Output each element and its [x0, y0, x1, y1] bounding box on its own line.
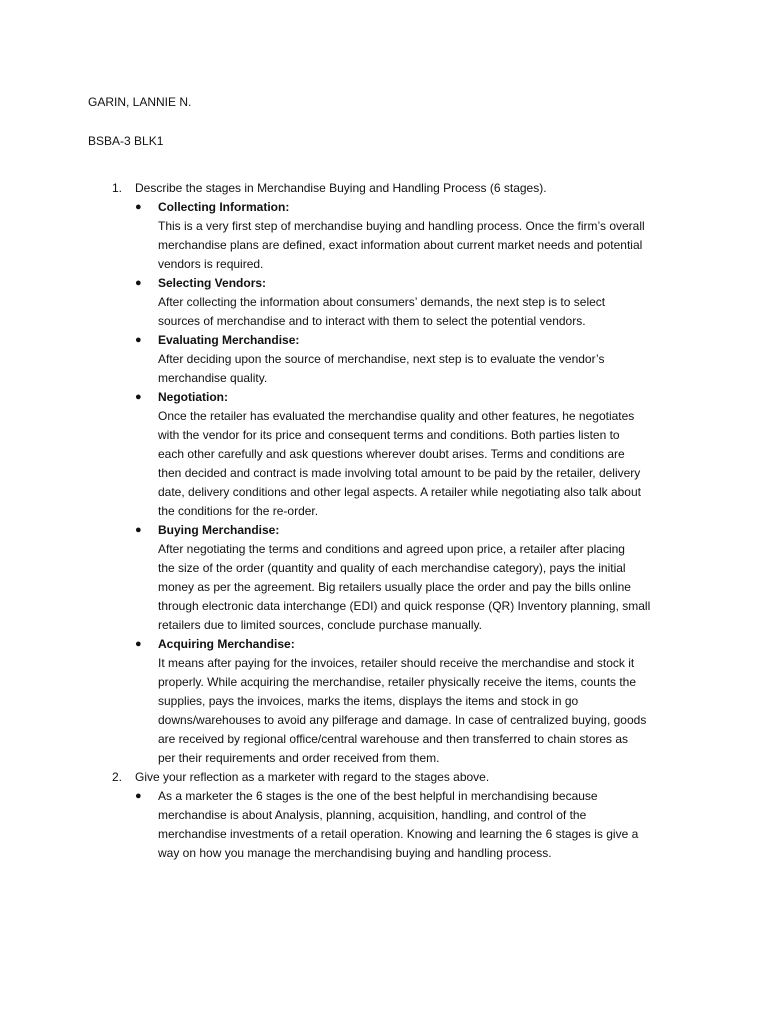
stage-description: Once the retailer has evaluated the merchandise quality and other features, he negotiates with the vendor for its price and consequent terms and conditions. Both parties listen to each other carefully and ask questions wherever doubt arises. Terms and conditions are then decided and contract is made involving total amount to be paid by the retailer, delivery date, delivery conditions and other legal aspects. A retailer while negotiating also talk about the conditions for the re-order.: [158, 409, 641, 518]
stage-list: [135, 198, 712, 768]
stage-description: It means after paying for the invoices, retailer should receive the merchandise and stock it properly. While acquiring the merchandise, retailer physically receive the items, counts the supplies, pays the invoices, marks the items, displays the items and stock in go downs/warehouses to avoid any pilferage and damage. In case of centralized buying, goods are received by regional office/central warehouse and then transferred to chain stores as per their requirements and order received from them.: [158, 656, 647, 765]
stage-title: Selecting Vendors:: [158, 276, 267, 290]
stage-item: [135, 521, 712, 635]
bullet-icon: ●: [135, 790, 142, 802]
question-number: 2.: [112, 770, 123, 784]
stage-item: [135, 388, 712, 521]
stage-title: Acquiring Merchandise:: [158, 637, 295, 651]
question-text: Give your reflection as a marketer with regard to the stages above.: [135, 770, 490, 784]
stage-item: [135, 635, 712, 768]
stage-title: Collecting Information:: [158, 200, 290, 214]
stage-title: Evaluating Merchandise:: [158, 333, 300, 347]
question-text: Describe the stages in Merchandise Buying and Handling Process (6 stages).: [135, 181, 547, 195]
student-section: BSBA-3 BLK1: [88, 134, 164, 148]
bullet-icon: ●: [135, 201, 142, 213]
question-list: [112, 179, 712, 863]
question-item: [112, 768, 712, 863]
question-number: 1.: [112, 181, 123, 195]
stage-title: Buying Merchandise:: [158, 523, 280, 537]
bullet-icon: ●: [135, 334, 142, 346]
question-item: [112, 179, 712, 768]
stage-title: Negotiation:: [158, 390, 228, 404]
stage-description: After collecting the information about consumers’ demands, the next step is to select sources of merchandise and to interact with them to select the potential vendors.: [158, 295, 606, 328]
student-name: GARIN, LANNIE N.: [88, 95, 192, 109]
stage-item: [135, 274, 712, 331]
stage-description: This is a very first step of merchandise buying and handling process. Once the firm’s overall merchandise plans are defined, exact information about current market needs and potential vendors is required.: [158, 219, 645, 271]
bullet-icon: ●: [135, 524, 142, 536]
bullet-icon: ●: [135, 638, 142, 650]
bullet-icon: ●: [135, 277, 142, 289]
stage-item: [135, 331, 712, 388]
reflection-list: [135, 787, 712, 863]
reflection-text: As a marketer the 6 stages is the one of the best helpful in merchandising because merchandise is about Analysis, planning, acquisition, handling, and control of the merchandise investments of a retail operation. Knowing and learning the 6 stages is give a way on how you manage the merchandising buying and handling process.: [158, 789, 639, 860]
stage-item: [135, 198, 712, 274]
stage-description: After negotiating the terms and conditions and agreed upon price, a retailer after placing the size of the order (quantity and quality of each merchandise category), pays the initial money as per the agreement. Big retailers usually place the order and pay the bills online through electronic data interchange (EDI) and quick response (QR) Inventory planning, small retailers due to limited sources, conclude purchase manually.: [158, 542, 651, 632]
stage-description: After deciding upon the source of merchandise, next step is to evaluate the vendor’s merchandise quality.: [158, 352, 605, 385]
reflection-item: [135, 787, 712, 863]
bullet-icon: ●: [135, 391, 142, 403]
